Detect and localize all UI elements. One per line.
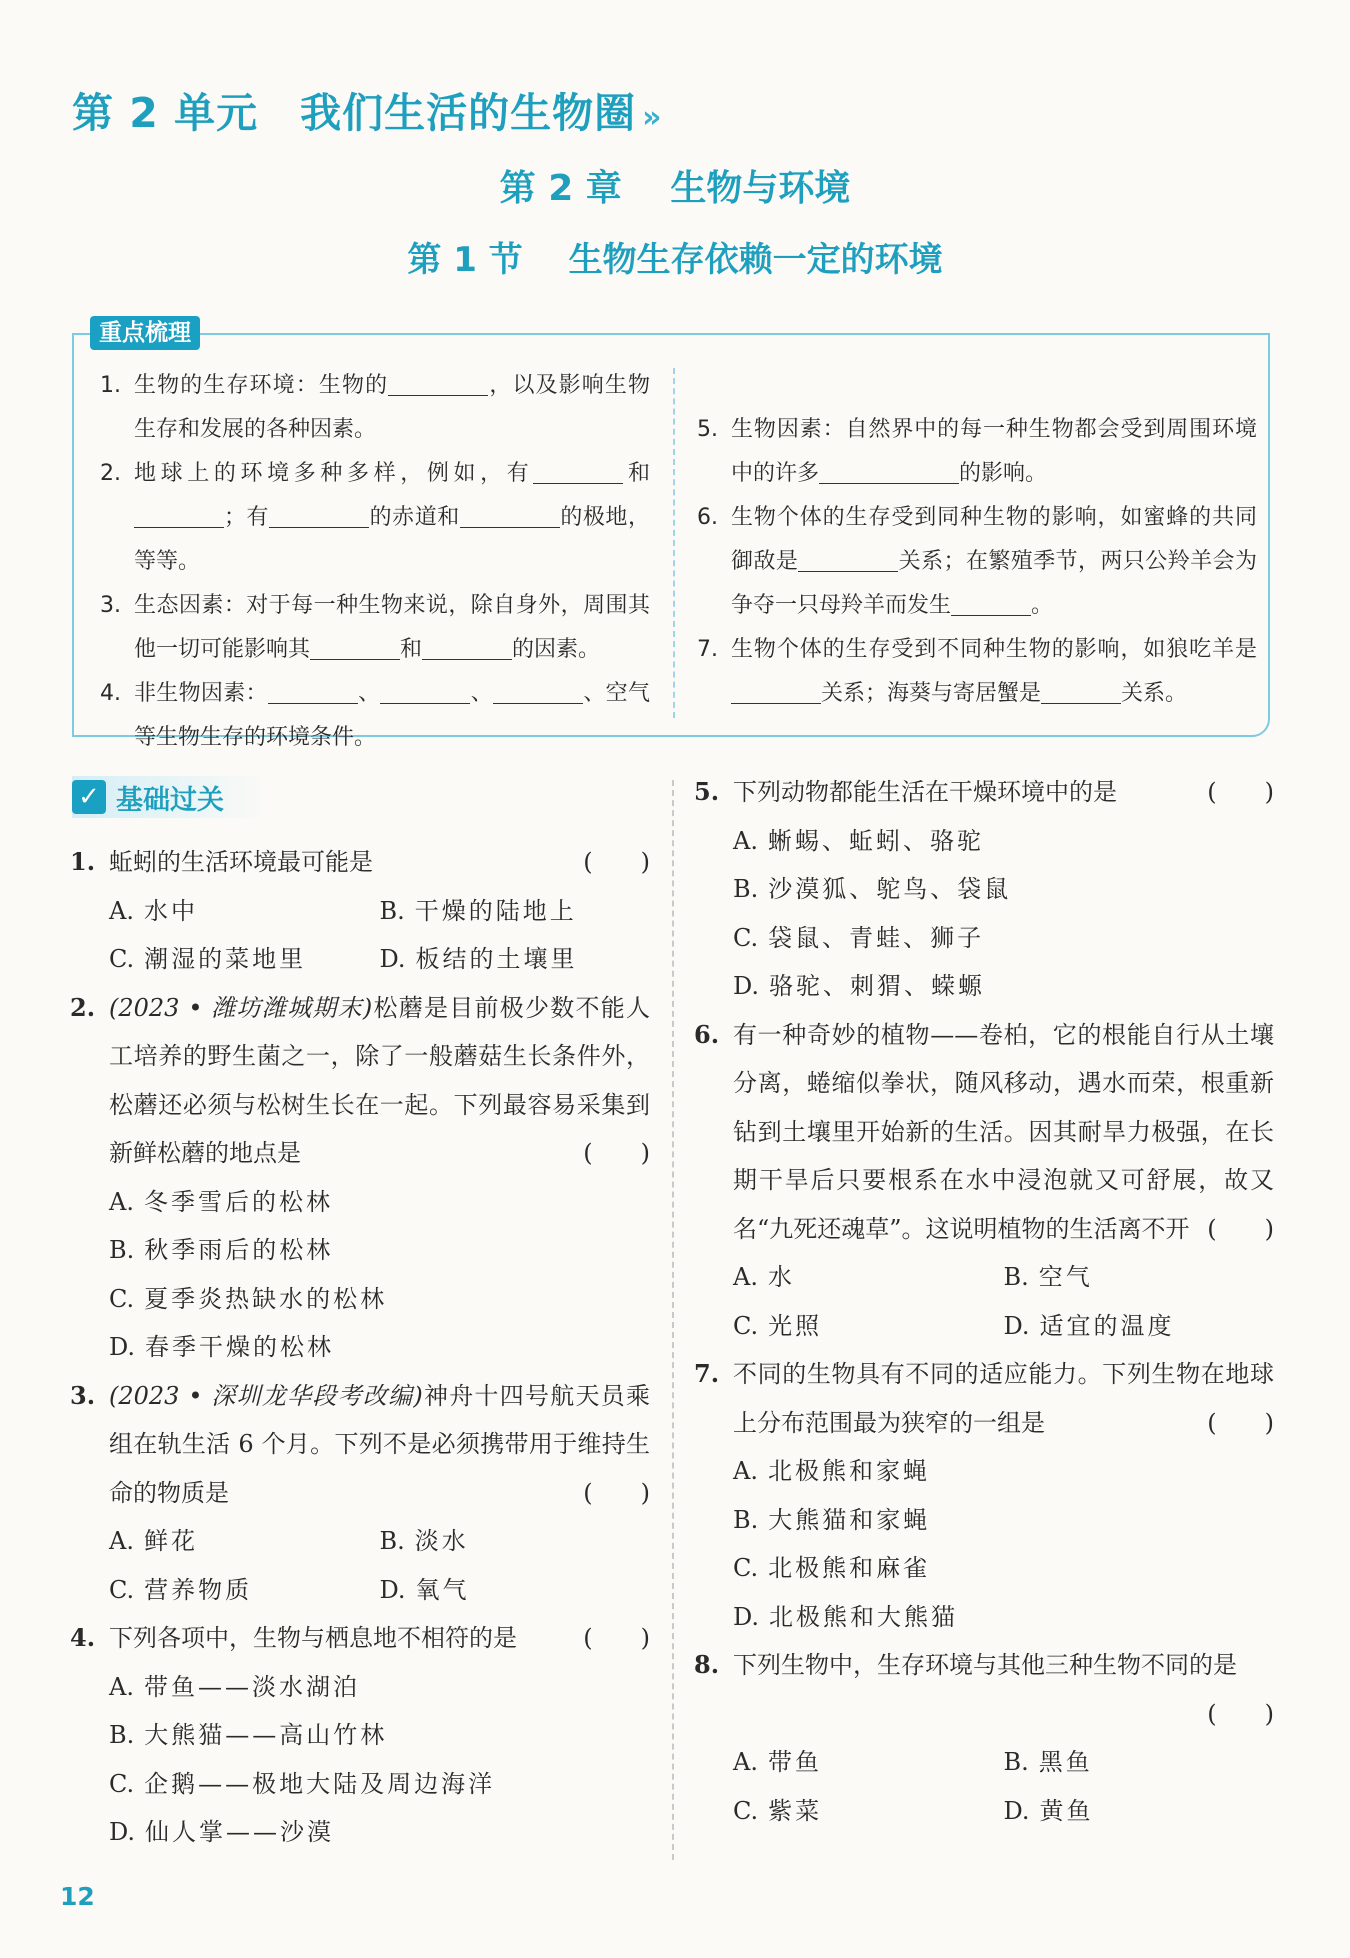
answer-parentheses[interactable]: ( ) xyxy=(583,848,650,876)
answer-parentheses[interactable]: ( ) xyxy=(583,1624,650,1652)
option[interactable]: B. 黑鱼 xyxy=(1003,1748,1093,1776)
fill-blank[interactable] xyxy=(310,633,400,660)
options xyxy=(694,1738,1274,1835)
question-source: (2023 • 深圳龙华段考改编) xyxy=(109,1381,423,1410)
options xyxy=(70,1178,650,1372)
option[interactable]: B. 沙漠狐、鸵鸟、袋鼠 xyxy=(733,875,1012,903)
option[interactable]: D. 骆驼、刺猬、蝾螈 xyxy=(733,972,986,1000)
question-source: (2023 • 潍坊潍城期末) xyxy=(109,993,373,1022)
question-4: 4. 下列各项中，生物与栖息地不相符的是 ( ) xyxy=(70,1614,650,1663)
question-1: 1. 蚯蚓的生活环境最可能是 ( ) xyxy=(70,838,650,887)
option[interactable]: C. 潮湿的菜地里 xyxy=(109,945,307,973)
keypoints-left-column xyxy=(100,364,650,760)
options xyxy=(70,1663,650,1857)
options xyxy=(694,817,1274,1011)
fill-blank[interactable] xyxy=(731,677,821,704)
answer-parentheses[interactable]: ( ) xyxy=(1207,778,1274,806)
questions-right-column xyxy=(694,768,1274,1835)
fill-blank[interactable] xyxy=(533,457,623,484)
option[interactable]: D. 春季干燥的松林 xyxy=(109,1333,335,1361)
fill-blank[interactable] xyxy=(422,633,512,660)
option[interactable]: C. 夏季炎热缺水的松林 xyxy=(109,1284,388,1313)
options xyxy=(70,887,650,984)
fill-blank[interactable] xyxy=(798,545,898,572)
option[interactable]: A. 北极熊和家蝇 xyxy=(733,1457,930,1485)
fill-blank[interactable] xyxy=(460,501,560,528)
answer-parentheses[interactable]: ( ) xyxy=(583,1478,650,1507)
options xyxy=(70,1517,650,1614)
option[interactable]: A. 水 xyxy=(733,1263,795,1291)
keypoints-label: 重点梳理 xyxy=(90,316,200,350)
answer-parentheses[interactable]: ( ) xyxy=(1207,1699,1274,1728)
keypoint-item: 5. 生物因素：自然界中的每一种生物都会受到周围环境中的许多 的影响。 xyxy=(697,417,1257,486)
answer-parentheses[interactable]: ( ) xyxy=(1207,1214,1274,1243)
option[interactable]: A. 带鱼 xyxy=(733,1748,822,1776)
question-6: 6. 有一种奇妙的植物——卷柏，它的根能自行从土壤分离，蜷缩似拳状，随风移动，遇水而荣，根重新钻到土壤里开始新的生活。因其耐旱力极强，在长期干旱后只要根系在水中浸泡就又可舒展，故又名“九死还魂草”。这说明植物的生活离不开 ( ) xyxy=(694,1011,1274,1254)
chapter-title: 第 2 章 生物与环境 xyxy=(499,168,851,209)
answer-parentheses[interactable]: ( ) xyxy=(1207,1408,1274,1437)
page-number: 12 xyxy=(60,1882,95,1911)
answer-parentheses[interactable]: ( ) xyxy=(583,1139,650,1167)
option[interactable]: A. 水中 xyxy=(109,896,198,925)
option[interactable]: C. 企鹅——极地大陆及周边海洋 xyxy=(109,1769,496,1798)
fill-blank[interactable] xyxy=(269,501,369,528)
option[interactable]: C. 营养物质 xyxy=(109,1575,253,1604)
keypoint-item: 7. 生物个体的生存受到不同种生物的影响，如狼吃羊是关系；海葵与寄居蟹是 关系。 xyxy=(697,637,1257,706)
keypoint-item: 2. 地球上的环境多种多样，例如，有 和；有 的赤道和 的极地，等等。 xyxy=(100,452,650,584)
column-divider xyxy=(672,780,674,1860)
fill-blank[interactable] xyxy=(951,589,1031,616)
option[interactable]: A. 鲜花 xyxy=(109,1527,198,1555)
option[interactable]: C. 袋鼠、青蛙、狮子 xyxy=(733,923,985,952)
double-chevron-icon: » xyxy=(642,100,663,135)
option[interactable]: A. 冬季雪后的松林 xyxy=(109,1187,333,1216)
option[interactable]: B. 秋季雨后的松林 xyxy=(109,1236,334,1264)
question-8: 8. 下列生物中，生存环境与其他三种生物不同的是 ( ) xyxy=(694,1641,1274,1738)
question-2: 2. (2023 • 潍坊潍城期末)松蘑是目前极少数不能人工培养的野生菌之一，除了一般蘑菇生长条件外，松蘑还必须与松树生长在一起。下列最容易采集到新鲜松蘑的地点是 ( ) xyxy=(70,984,650,1178)
fill-blank[interactable] xyxy=(268,677,358,704)
options xyxy=(694,1253,1274,1350)
keypoints-divider xyxy=(673,368,675,718)
fill-blank[interactable] xyxy=(1041,677,1121,704)
option[interactable]: C. 北极熊和麻雀 xyxy=(733,1554,931,1582)
option[interactable]: D. 仙人掌——沙漠 xyxy=(109,1818,335,1846)
unit-title: 第 2 单元 我们生活的生物圈 » xyxy=(72,89,663,137)
option[interactable]: B. 干燥的陆地上 xyxy=(379,896,577,925)
questions-left-column xyxy=(70,838,650,1857)
fill-blank[interactable] xyxy=(388,369,488,396)
question-7: 7. 不同的生物具有不同的适应能力。下列生物在地球上分布范围最为狭窄的一组是 ( ) xyxy=(694,1350,1274,1447)
option[interactable]: A. 带鱼——淡水湖泊 xyxy=(109,1672,360,1701)
option[interactable]: D. 北极熊和大熊猫 xyxy=(733,1602,959,1631)
question-3: 3. (2023 • 深圳龙华段考改编)神舟十四号航天员乘组在轨生活 6 个月。下列不是必须携带用于维持生命的物质是 ( ) xyxy=(70,1372,650,1518)
question-5: 5. 下列动物都能生活在干燥环境中的是 ( ) xyxy=(694,768,1274,817)
fill-blank[interactable] xyxy=(819,457,959,484)
option[interactable]: C. 紫菜 xyxy=(733,1796,823,1825)
keypoint-item: 1. 生物的生存环境：生物的 ，以及影响生物生存和发展的各种因素。 xyxy=(100,364,650,452)
checkbox-icon: ✓ xyxy=(72,780,106,814)
keypoint-item: 3. 生态因素：对于每一种生物来说，除自身外，周围其他一切可能影响其 和 的因素。 xyxy=(100,593,650,662)
option[interactable]: C. 光照 xyxy=(733,1311,823,1340)
option[interactable]: B. 淡水 xyxy=(379,1527,469,1555)
option[interactable]: D. 黄鱼 xyxy=(1003,1796,1094,1825)
option[interactable]: A. 蜥蜴、蚯蚓、骆驼 xyxy=(733,826,984,855)
options xyxy=(694,1447,1274,1641)
fill-blank[interactable] xyxy=(493,677,583,704)
keypoint-item: 6. 生物个体的生存受到同种生物的影响，如蜜蜂的共同御敌是 关系；在繁殖季节，两只公羚羊会为争夺一只母羚羊而发生 。 xyxy=(697,505,1257,618)
option[interactable]: D. 氧气 xyxy=(379,1575,470,1604)
keypoint-item: 4. 非生物因素： 、 、 、空气等生物生存的环境条件。 xyxy=(100,672,650,760)
basics-heading: ✓ 基础过关 xyxy=(72,776,267,818)
fill-blank[interactable] xyxy=(380,677,470,704)
option[interactable]: B. 大熊猫——高山竹林 xyxy=(109,1721,388,1749)
fill-blank[interactable] xyxy=(134,501,224,528)
section-title: 第 1 节 生物生存依赖一定的环境 xyxy=(407,240,943,280)
keypoints-right-column xyxy=(697,408,1257,716)
option[interactable]: B. 空气 xyxy=(1003,1263,1093,1291)
option[interactable]: B. 大熊猫和家蝇 xyxy=(733,1505,931,1534)
option[interactable]: D. 适宜的温度 xyxy=(1003,1311,1175,1340)
option[interactable]: D. 板结的土壤里 xyxy=(379,945,578,973)
